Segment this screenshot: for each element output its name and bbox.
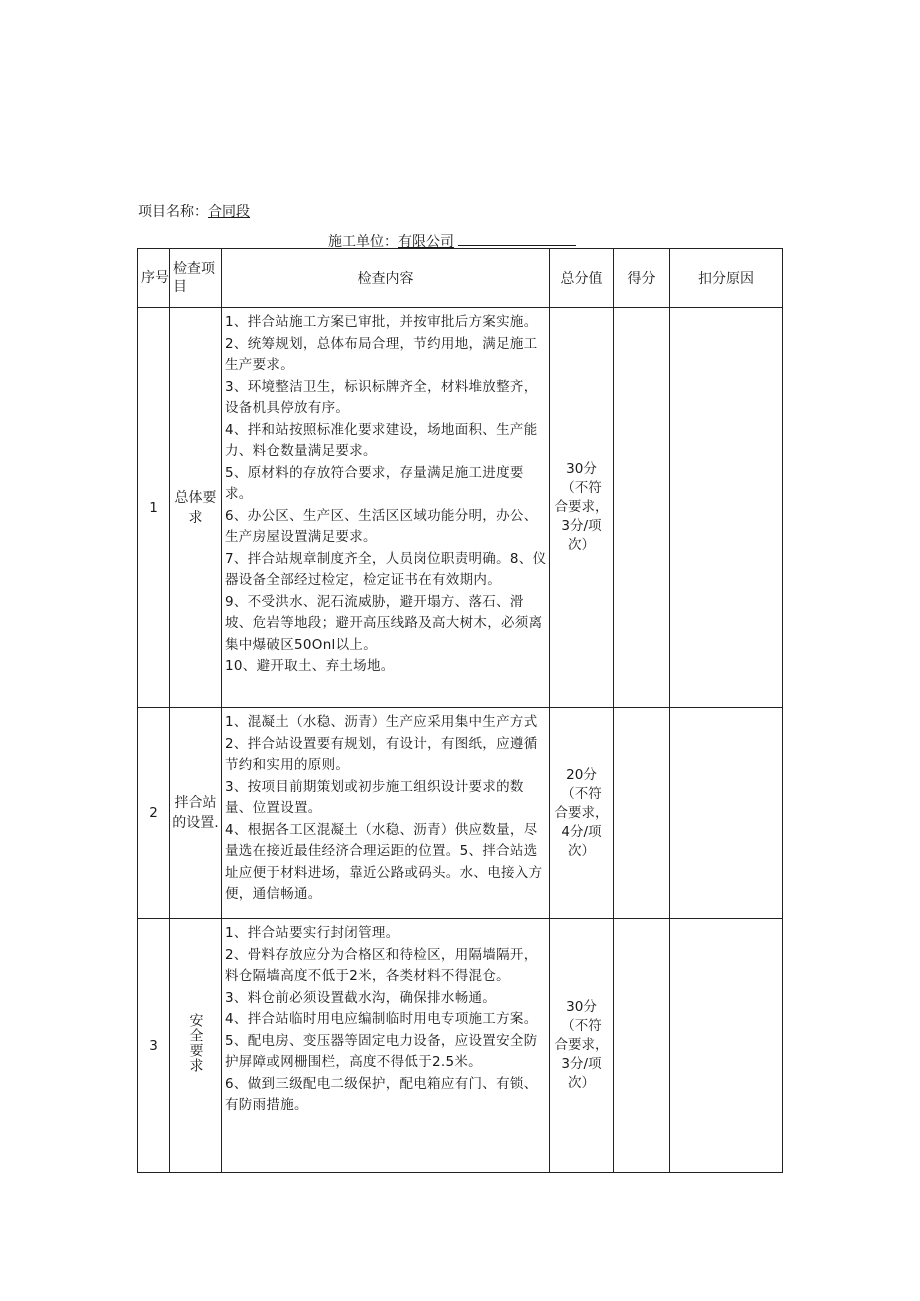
content-line: 1、拌合站要实行封闭管理。 [225,925,400,941]
content-line: 4、拌和站按照标准化要求建设，场地面积、生产能力、料仓数量满足要求。 [225,421,538,459]
row-number: 3 [138,919,170,1173]
check-content [222,308,550,708]
project-name-label: 项目名称： [138,204,208,220]
total-line: 次） [568,537,595,553]
col-header-reason: 扣分原因 [670,249,783,308]
construction-unit-label: 施工单位： [328,234,398,250]
total-line: 合要求， [554,804,609,821]
inspection-table [137,248,783,1173]
table-header-row [138,249,783,308]
deduction-reason-cell [670,308,783,708]
content-line: 1、拌合站施工方案已审批，并按审批后方案实施。 [225,314,538,330]
check-content [222,708,550,919]
check-content [222,919,550,1173]
content-line: 6、做到三级配电二级保护，配电箱应有门、有锁、有防雨措施。 [225,1075,538,1113]
score-cell [614,919,670,1173]
total-line: （不符 [561,1018,602,1034]
table-row [138,919,783,1173]
total-line: 合要求， [554,1037,609,1053]
content-line: 10、避开取土、弃土场地。 [225,658,395,674]
table-row [138,708,783,919]
content-line: 4、根据各工区混凝土（水稳、沥青）供应数量，尽量选在接近最佳经济合理运距的位置。5、拌合站选址应便于材料进场，靠近公路或码头。水、电接入方便，通信畅通。 [225,821,543,902]
total-line: 次） [568,1075,595,1091]
total-line: （不符 [561,480,602,496]
score-cell [614,308,670,708]
content-line: 3、按项目前期策划或初步施工组织设计要求的数量、位置设置。 [225,778,524,816]
col-header-content: 检查内容 [222,249,550,308]
check-item: 拌合站的设置. [170,708,222,919]
total-line: 3分/项 [561,1056,602,1072]
total-line: 3分/项 [561,518,602,534]
col-header-total: 总分值 [550,249,614,308]
construction-unit-value: 有限公司 [398,234,454,250]
content-line: 1、混凝土（水稳、沥青）生产应采用集中生产方式 [225,714,538,730]
total-score [550,308,614,708]
content-line: 3、环境整洁卫生，标识标牌齐全，材料堆放整齐，设备机具停放有序。 [225,378,538,416]
col-header-score: 得分 [614,249,670,308]
row-number: 1 [138,308,170,708]
total-line: （不符 [561,785,602,802]
content-line: 2、统筹规划，总体布局合理，节约用地，满足施工生产要求。 [225,335,538,373]
content-line: 5、配电房、变压器等固定电力设备，应设置安全防护屏障或网栅围栏，高度不得低于2.5米。 [225,1032,538,1070]
total-line: 30分 [566,461,597,477]
total-line: 4分/项 [561,823,602,840]
content-line: 7、拌合站规章制度齐全，人员岗位职责明确。8、仪器设备全部经过检定，检定证书在有效期内。 [225,550,547,588]
total-line: 合要求， [554,499,609,515]
content-line: 9、不受洪水、泥石流威胁，避开塌方、落石、滑坡、危岩等地段；避开高压线路及高大树木，必须离集中爆破区50Onl以上。 [225,593,543,653]
project-name-value: 合同段 [208,204,250,220]
content-line: 3、料仓前必须设置截水沟，确保排水畅通。 [225,989,497,1006]
check-content-clip [225,708,547,918]
deduction-reason-cell [670,919,783,1173]
content-line: 2、拌合站设置要有规划，有设计，有图纸，应遵循节约和实用的原则。 [225,735,538,773]
check-item-vertical: 安全要求 [187,1012,204,1073]
check-item [170,919,222,1173]
row-number: 2 [138,708,170,919]
total-line: 30分 [566,999,597,1015]
deduction-reason-cell [670,708,783,919]
check-item: 总体要求 [170,308,222,708]
content-line: 4、拌合站临时用电应编制临时用电专项施工方案。 [225,1011,538,1027]
col-header-no: 序号 [138,249,170,308]
construction-unit-blank [458,232,576,246]
score-cell [614,708,670,919]
content-line: 5、原材料的存放符合要求，存量满足施工进度要求。 [225,464,524,502]
total-score [550,919,614,1173]
project-name-line [138,201,250,221]
total-line: 次） [568,842,595,859]
col-header-item: 检查项目 [170,249,222,308]
content-line: 6、办公区、生产区、生活区区域功能分明，办公、生产房屋设置满足要求。 [225,507,538,545]
content-line: 2、骨料存放应分为合格区和待检区，用隔墙隔开，料仓隔墙高度不低于2米，各类材料不得混仓。 [225,946,538,984]
total-line: 20分 [566,766,597,783]
table-row [138,308,783,708]
total-score [550,708,614,919]
